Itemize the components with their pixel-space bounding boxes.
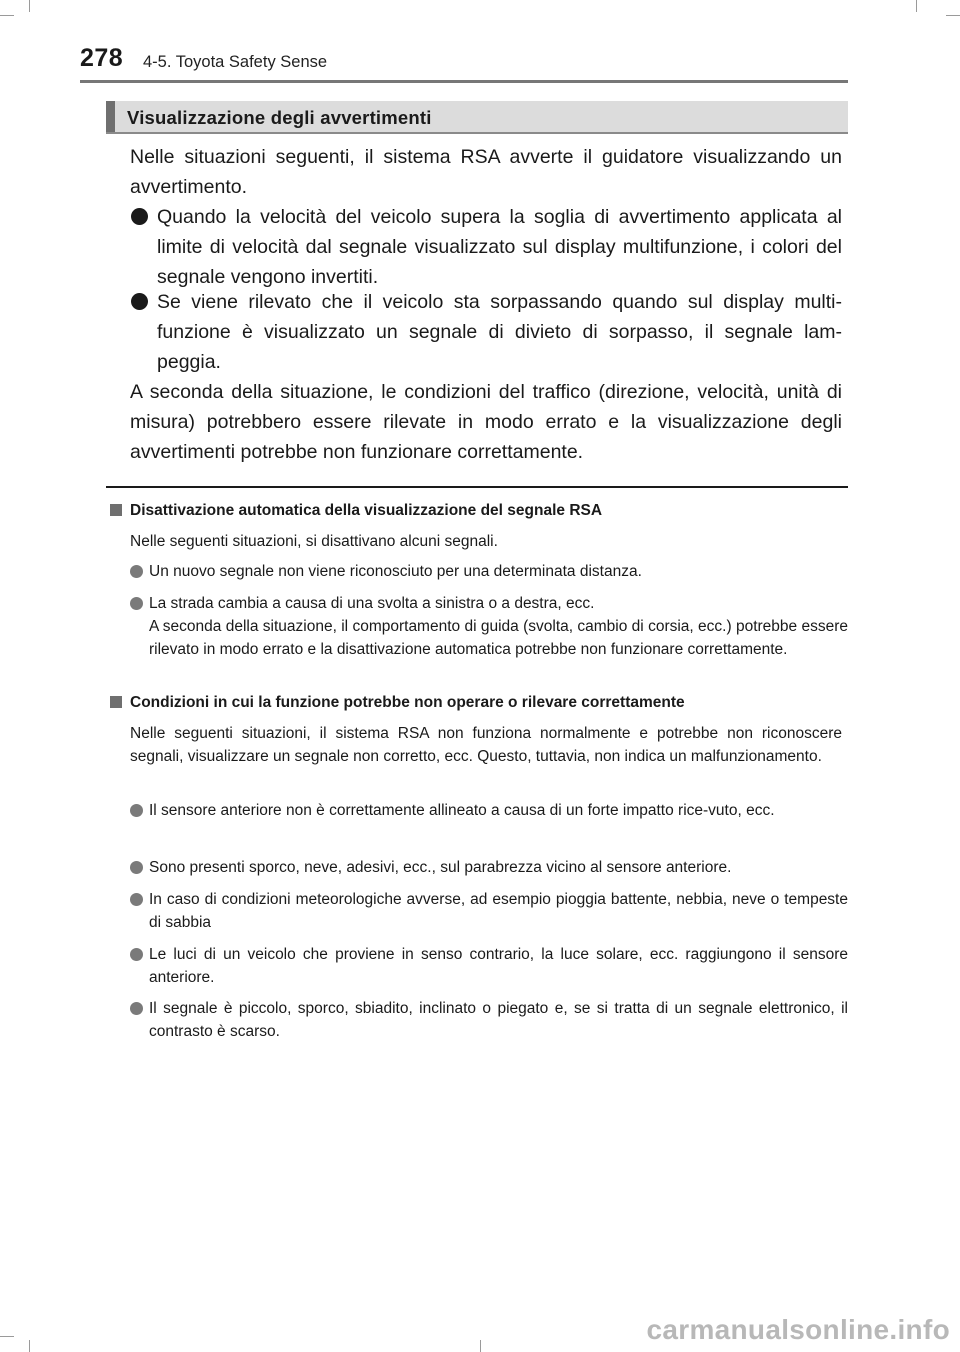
main-bullet-item: [130, 287, 842, 377]
note-bullet-item: [130, 943, 848, 989]
section-header: [106, 101, 848, 134]
section-outro: A seconda della situazione, le condizioni del traffico (direzione, velocità, unità di misura) potrebbero essere rilevate in modo errato e la visualizzazione degli avvertimenti potrebbe non funzionare correttamente.: [130, 381, 842, 463]
bullet-dot-icon: [131, 293, 148, 310]
note-heading: [110, 692, 685, 714]
note-bullet-text: La strada cambia a causa di una svolta a sinistra o a destra, ecc.: [149, 595, 595, 612]
section-header-bar: [106, 101, 115, 132]
section-title: Visualizzazione degli avvertimenti: [127, 107, 432, 128]
note-bullet-item: [130, 888, 848, 934]
note-bullet-text: Il sensore anteriore non è correttamente allineato a causa di un forte impatto rice-vuto, ecc.: [149, 802, 775, 819]
crop-mark: [29, 0, 30, 12]
note-bullet-item: [130, 592, 848, 661]
note-bullet-text: In caso di condizioni meteorologiche avverse, ad esempio pioggia battente, nebbia, neve o tempeste di sabbia: [149, 891, 848, 931]
bullet-dot-icon: [130, 597, 143, 610]
running-header: 4-5. Toyota Safety Sense: [143, 53, 328, 71]
bullet-dot-icon: [130, 1002, 143, 1015]
note-bullet-item: [130, 856, 848, 879]
crop-mark: [946, 15, 960, 16]
main-bullet-text: Se viene rilevato che il veicolo sta sorpassando quando sul display multi-funzione è visualizzato un segnale di divieto di sorpasso, il segnale lam-peggia.: [157, 291, 842, 373]
section-divider: [106, 486, 848, 488]
crop-mark: [29, 1340, 30, 1352]
crop-mark: [0, 15, 14, 16]
note-heading-text: Disattivazione automatica della visualizzazione del segnale RSA: [130, 502, 603, 519]
note-bullet-item: [130, 997, 848, 1043]
note-bullet-extra: A seconda della situazione, il comportamento di guida (svolta, cambio di corsia, ecc.) potrebbe essere rilevato in modo errato e la disattivazione automatica potrebbe non funzionare correttamente.: [149, 618, 848, 658]
note-bullet-item: [130, 799, 848, 822]
note-heading: [110, 500, 602, 522]
crop-mark: [0, 1336, 14, 1337]
note-bullet-text: Le luci di un veicolo che proviene in senso contrario, la luce solare, ecc. raggiungono il sensore anteriore.: [149, 946, 848, 986]
note-bullet-text: Un nuovo segnale non viene riconosciuto per una determinata distanza.: [149, 563, 642, 580]
watermark-logo: carmanualsonline.info: [646, 1314, 950, 1345]
bullet-dot-icon: [130, 861, 143, 874]
page-number: 278: [80, 44, 124, 72]
section-intro: Nelle situazioni seguenti, il sistema RSA avverte il guidatore visualizzando un avvertimento.: [130, 146, 842, 198]
header-rule: [80, 80, 848, 83]
main-bullet-item: [130, 202, 842, 292]
main-bullet-text: Quando la velocità del veicolo supera la soglia di avvertimento applicata al limite di velocità dal segnale visualizzato sul display multifunzione, i colori del segnale vengono invertiti.: [157, 206, 842, 288]
note-intro: Nelle seguenti situazioni, si disattivano alcuni segnali.: [130, 533, 498, 550]
bullet-dot-icon: [130, 565, 143, 578]
square-bullet-icon: [110, 504, 122, 516]
note-bullet-text: Sono presenti sporco, neve, adesivi, ecc., sul parabrezza vicino al sensore anteriore.: [149, 859, 732, 876]
crop-mark: [916, 0, 917, 12]
bullet-dot-icon: [131, 208, 148, 225]
bullet-dot-icon: [130, 948, 143, 961]
bullet-dot-icon: [130, 804, 143, 817]
crop-mark: [480, 1340, 481, 1352]
square-bullet-icon: [110, 696, 122, 708]
note-intro: Nelle seguenti situazioni, il sistema RSA non funziona normalmente e potrebbe non riconoscere segnali, visualizzare un segnale non corretto, ecc. Questo, tuttavia, non indica un malfunzionamento.: [130, 725, 842, 765]
note-bullet-text: Il segnale è piccolo, sporco, sbiadito, inclinato o piegato e, se si tratta di un segnale elettronico, il contrasto è scarso.: [149, 1000, 848, 1040]
note-bullet-item: [130, 560, 848, 583]
note-heading-text: Condizioni in cui la funzione potrebbe non operare o rilevare correttamente: [130, 694, 685, 711]
bullet-dot-icon: [130, 893, 143, 906]
